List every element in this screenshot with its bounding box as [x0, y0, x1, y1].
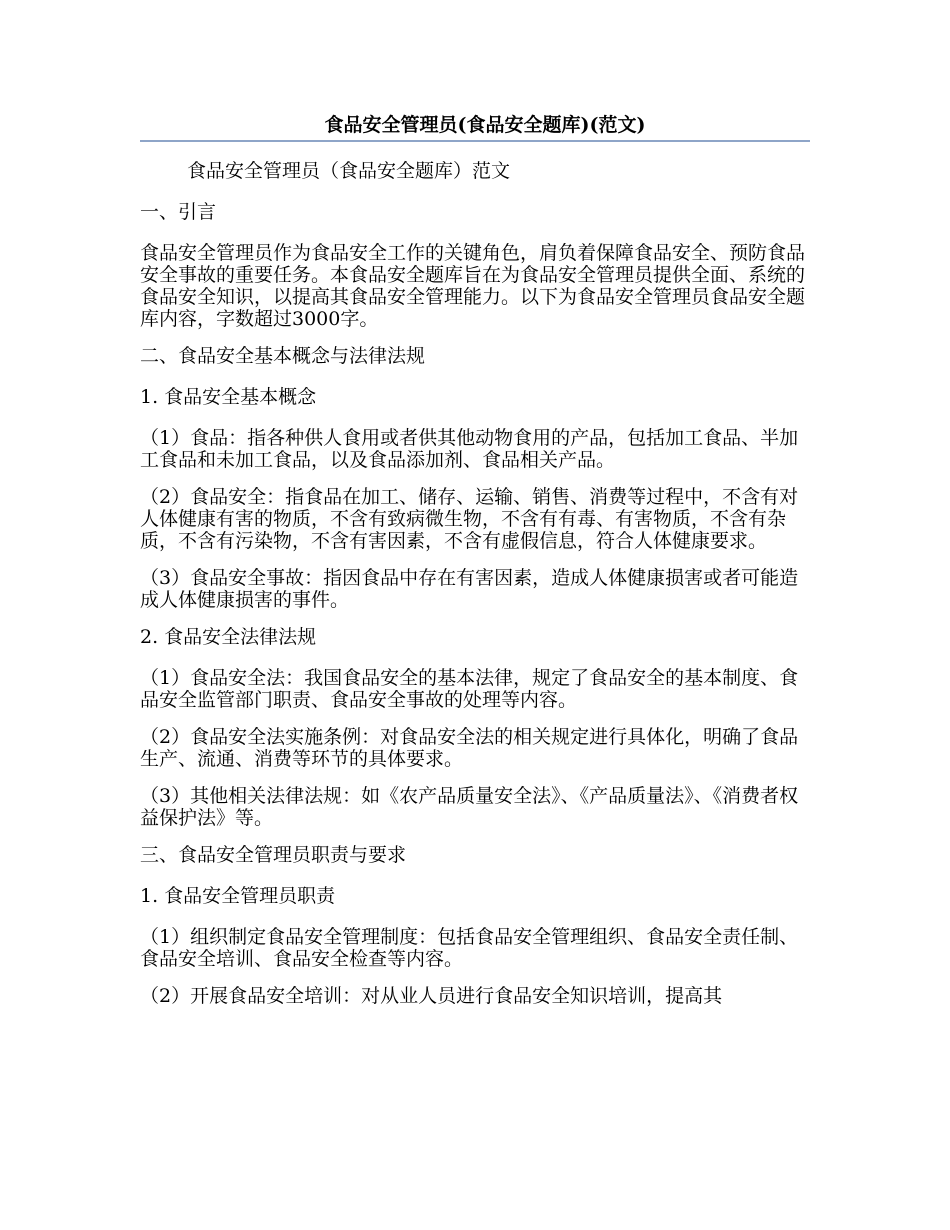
paragraph-other-laws: （3）其他相关法律法规：如《农产品质量安全法》、《产品质量法》、《消费者权益保护法》等。 — [140, 785, 799, 829]
section-heading-duties: 三、食品安全管理员职责与要求 — [140, 844, 407, 866]
paragraph-introduction: 食品安全管理员作为食品安全工作的关键角色，肩负着保障食品安全、预防食品安全事故的重要任务。本食品安全题库旨在为食品安全管理员提供全面、系统的食品安全知识，以提高其食品安全管理能力。以下为食品安全管理员食品安全题库内容，字数超过3000字。 — [140, 242, 806, 330]
document-body — [140, 160, 806, 1022]
paragraph-duty-management-system: （1）组织制定食品安全管理制度：包括食品安全管理组织、食品安全责任制、食品安全培训、食品安全检查等内容。 — [140, 926, 799, 970]
subsection-heading-manager-duties: 1. 食品安全管理员职责 — [140, 885, 336, 907]
document-header — [140, 112, 810, 138]
paragraph-definition-food-safety: （2）食品安全：指食品在加工、储存、运输、销售、消费等过程中，不含有对人体健康有害的物质，不含有致病微生物，不含有有毒、有害物质，不含有杂质，不含有污染物，不含有害因素，不含有虚假信息，符合人体健康要求。 — [140, 486, 799, 552]
paragraph-definition-food-safety-incident: （3）食品安全事故：指因食品中存在有害因素，造成人体健康损害或者可能造成人体健康损害的事件。 — [140, 567, 799, 611]
paragraph-food-safety-law: （1）食品安全法：我国食品安全的基本法律，规定了食品安全的基本制度、食品安全监管部门职责、食品安全事故的处理等内容。 — [140, 667, 799, 711]
section-heading-concepts-and-laws: 二、食品安全基本概念与法律法规 — [140, 345, 426, 367]
subsection-heading-laws: 2. 食品安全法律法规 — [140, 626, 317, 648]
paragraph-definition-food: （1）食品：指各种供人食用或者供其他动物食用的产品，包括加工食品、半加工食品和未加工食品，以及食品添加剂、食品相关产品。 — [140, 427, 799, 471]
paragraph-duty-training: （2）开展食品安全培训：对从业人员进行食品安全知识培训，提高其 — [140, 985, 723, 1007]
document-title: 食品安全管理员(食品安全题库)(范文) — [324, 114, 646, 136]
paragraph-implementation-regulations: （2）食品安全法实施条例：对食品安全法的相关规定进行具体化，明确了食品生产、流通、消费等环节的具体要求。 — [140, 726, 799, 770]
title-underline-divider — [140, 140, 810, 142]
section-heading-introduction: 一、引言 — [140, 201, 217, 223]
document-subtitle: 食品安全管理员（食品安全题库）范文 — [187, 160, 511, 182]
subsection-heading-basic-concepts: 1. 食品安全基本概念 — [140, 386, 317, 408]
